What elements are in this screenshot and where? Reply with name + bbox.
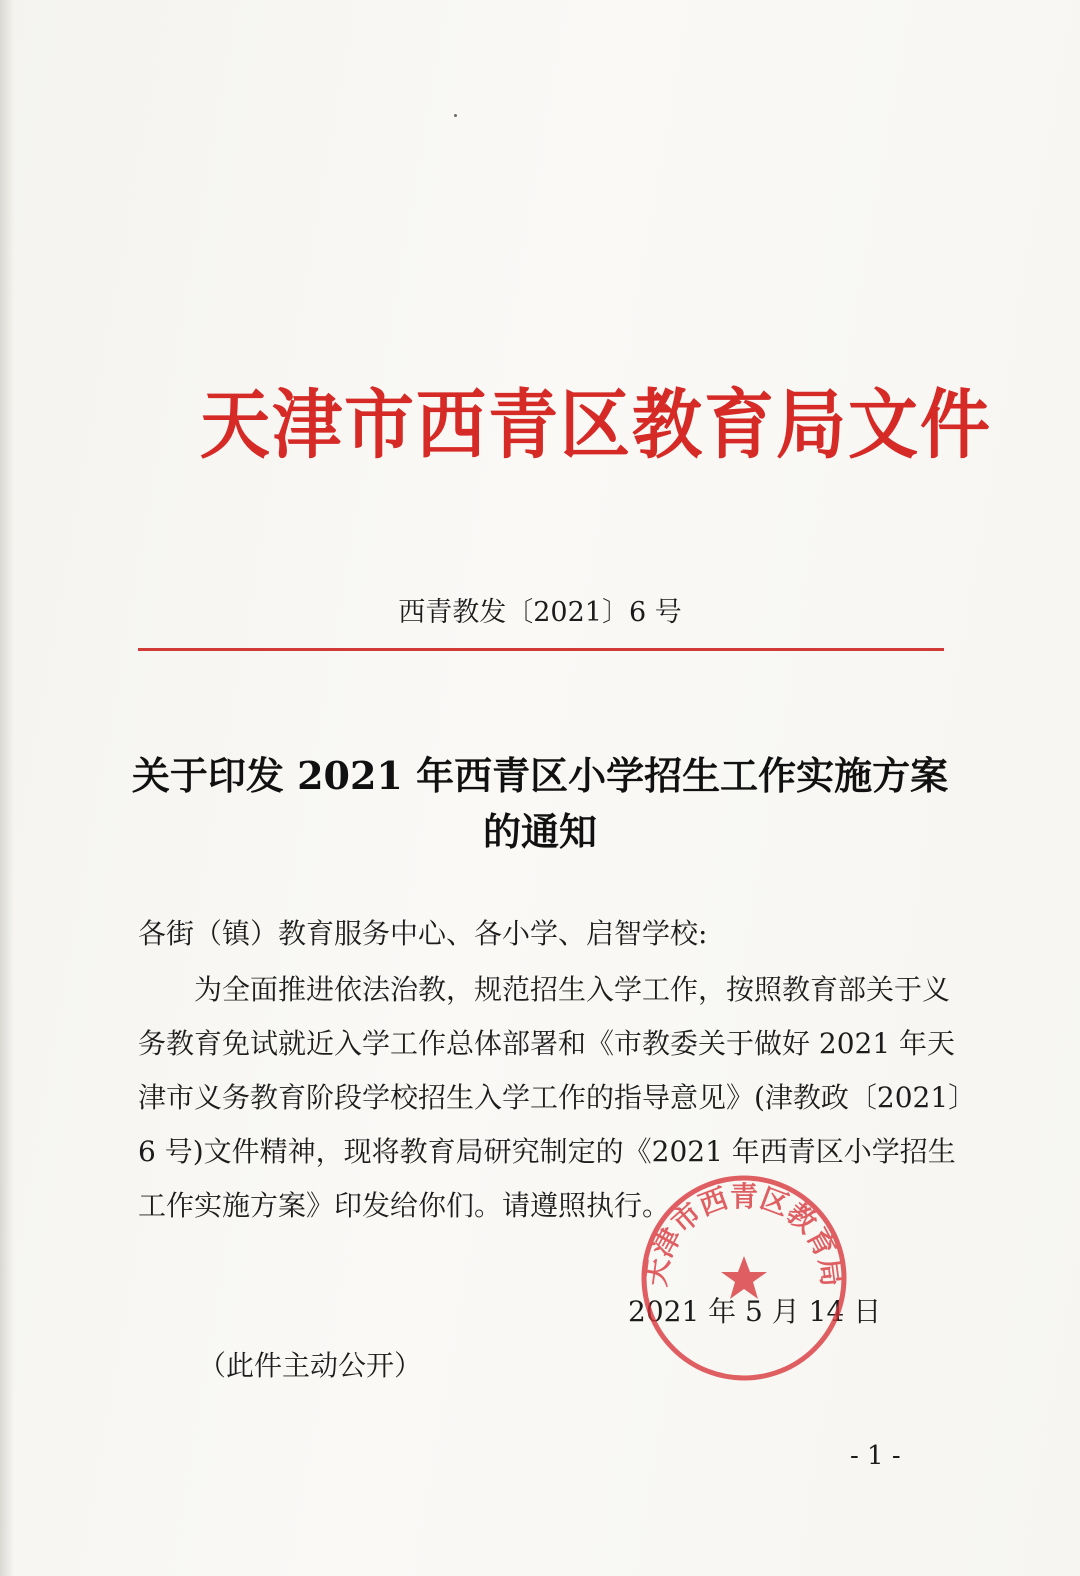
document-number: 西青教发〔2021〕6 号	[398, 597, 682, 628]
notice-title	[0, 748, 1080, 860]
body-paragraph-line: 津市义务教育阶段学校招生入学工作的指导意见》(津教政〔2021〕	[138, 1081, 977, 1114]
seal-text: 天津市西青区教育局	[639, 1179, 849, 1289]
official-seal-stamp	[638, 1172, 850, 1384]
public-disclosure-note: （此件主动公开）	[198, 1349, 423, 1382]
scan-speck	[454, 114, 457, 117]
body-paragraph-line: 工作实施方案》印发给你们。请遵照执行。	[138, 1189, 671, 1222]
body-paragraph-line: 务教育免试就近入学工作总体部署和《市教委关于做好 2021 年天	[138, 1027, 956, 1060]
issuing-authority-header: 天津市西青区教育局文件	[200, 379, 992, 470]
body-paragraph-line: 为全面推进依法治教，规范招生入学工作，按照教育部关于义	[194, 973, 951, 1006]
red-separator-line	[138, 648, 944, 651]
notice-title-line-2: 的通知	[482, 809, 597, 854]
star-icon	[721, 1256, 767, 1299]
issue-date: 2021 年 5 月 14 日	[628, 1295, 882, 1328]
page-number: - 1 -	[850, 1441, 901, 1471]
notice-title-line-1: 关于印发 2021 年西青区小学招生工作实施方案	[131, 753, 949, 798]
addressee-line: 各街（镇）教育服务中心、各小学、启智学校:	[138, 917, 708, 950]
body-paragraph-line: 6 号)文件精神，现将教育局研究制定的《2021 年西青区小学招生	[138, 1135, 956, 1168]
